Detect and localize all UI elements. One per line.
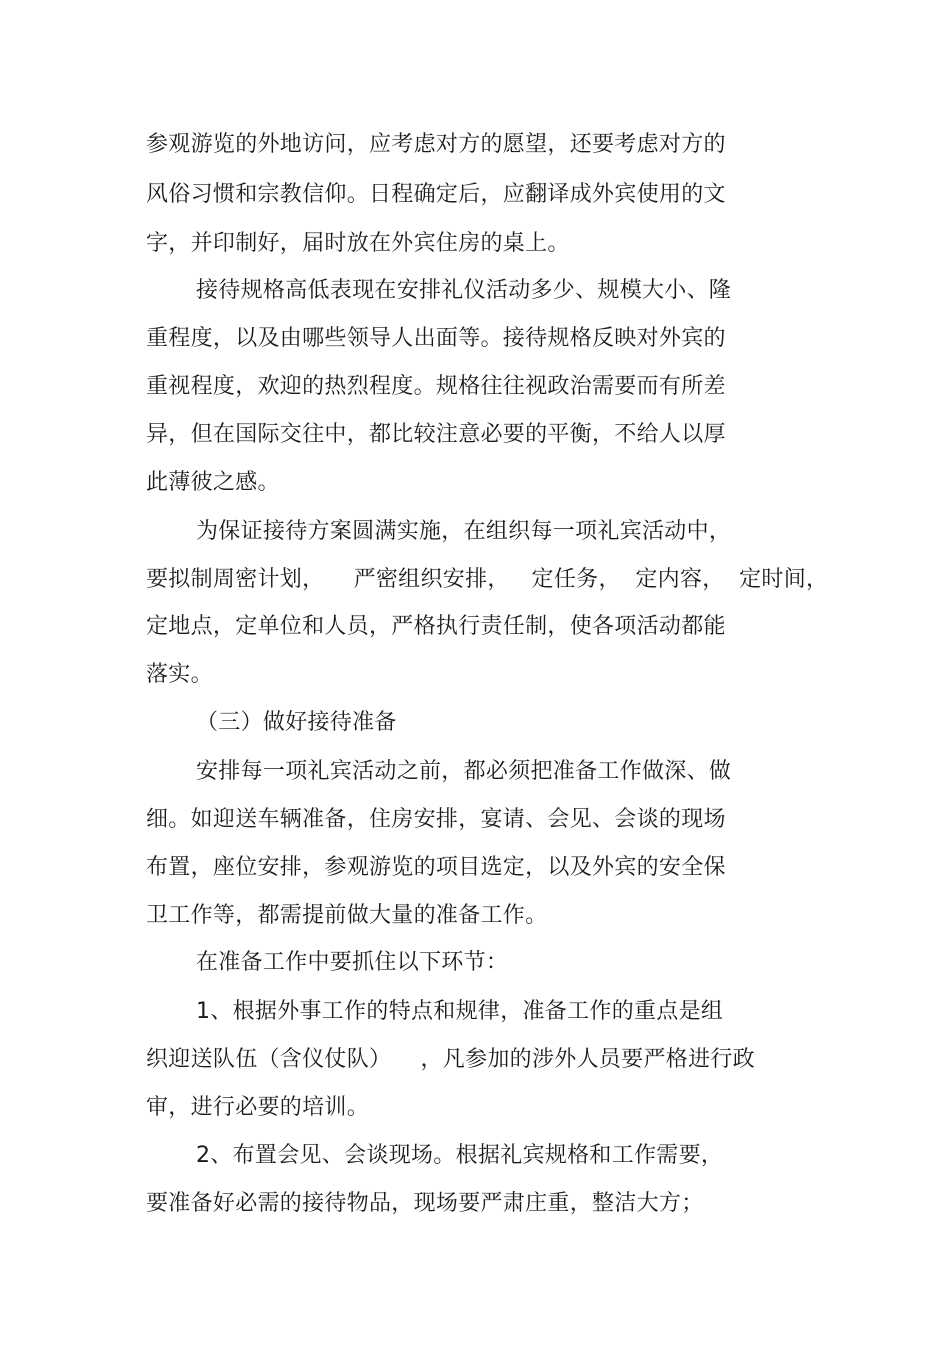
list-item-2: 2、布置会见、会谈现场。根据礼宾规格和工作需要，	[196, 1143, 724, 1168]
text-line: 布置，座位安排，参观游览的项目选定，以及外宾的安全保	[146, 855, 726, 880]
text-line: 风俗习惯和宗教信仰。日程确定后，应翻译成外宾使用的文	[146, 182, 726, 207]
text-line: 重程度，以及由哪些领导人出面等。接待规格反映对外宾的	[146, 326, 726, 351]
text-line: 字，并印制好，届时放在外宾住房的桌上。	[146, 231, 570, 256]
text-line: 参观游览的外地访问，应考虑对方的愿望，还要考虑对方的	[146, 132, 726, 157]
text-line: 审，进行必要的培训。	[146, 1095, 370, 1120]
text-line: 异，但在国际交往中，都比较注意必要的平衡，不给人以厚	[146, 422, 726, 447]
text-line: 落实。	[146, 662, 213, 687]
section-heading: （三）做好接待准备	[196, 710, 397, 735]
paragraph-start: 安排每一项礼宾活动之前，都必须把准备工作做深、做	[196, 759, 732, 784]
text-line: 卫工作等，都需提前做大量的准备工作。	[146, 903, 548, 928]
text-line: 重视程度，欢迎的热烈程度。规格往往视政治需要而有所差	[146, 374, 726, 399]
text-line: 此薄彼之感。	[146, 470, 280, 495]
text-line: 要准备好必需的接待物品，现场要严肃庄重，整洁大方；	[146, 1191, 704, 1216]
paragraph-start: 在准备工作中要抓住以下环节：	[196, 950, 509, 975]
text-line: 织迎送队伍（含仪仗队） ，凡参加的涉外人员要严格进行政	[146, 1047, 755, 1072]
text-line: 细。如迎送车辆准备，住房安排，宴请、会见、会谈的现场	[146, 807, 726, 832]
list-item-1: 1、根据外事工作的特点和规律，准备工作的重点是组	[196, 999, 724, 1024]
paragraph-start: 为保证接待方案圆满实施，在组织每一项礼宾活动中，	[196, 519, 732, 544]
text-line: 要拟制周密计划， 严密组织安排， 定任务， 定内容， 定时间，	[146, 567, 829, 592]
text-line: 定地点，定单位和人员，严格执行责任制，使各项活动都能	[146, 614, 726, 639]
paragraph-start: 接待规格高低表现在安排礼仪活动多少、规模大小、隆	[196, 278, 732, 303]
